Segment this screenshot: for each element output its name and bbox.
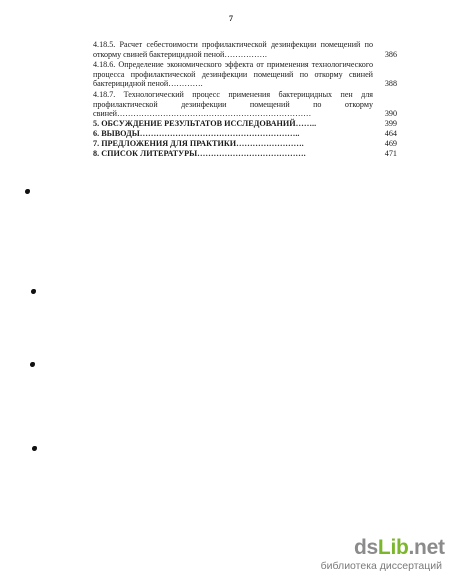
toc-entry [93, 40, 397, 59]
page-number: 7 [229, 14, 233, 23]
toc-entry-text: 7. ПРЕДЛОЖЕНИЯ ДЛЯ ПРАКТИКИ……………………. [93, 138, 304, 148]
toc-entry [93, 119, 397, 129]
logo-net: .net [408, 536, 445, 559]
logo-subtitle: библиотека диссертаций [320, 560, 442, 572]
table-of-contents [93, 40, 397, 159]
punch-hole-mark [25, 189, 30, 194]
logo-ds: ds [354, 536, 378, 559]
toc-entry-page: 386 [384, 49, 397, 59]
toc-entry-page: 388 [384, 79, 397, 89]
toc-entry [93, 60, 397, 89]
logo-lib: Lib [377, 536, 409, 559]
toc-entry-page: 464 [384, 128, 397, 138]
toc-entry-text: 4.18.6. Определение экономического эффекта от применения технологического процесса профилактической дезинфекции помещений по откорму свиней бактерицидной пеной…………. [93, 60, 373, 89]
toc-entry-page: 469 [384, 138, 397, 148]
logo-wordmark [354, 536, 445, 560]
punch-hole-mark [32, 446, 37, 451]
toc-entry [93, 139, 397, 149]
toc-entry-text: 4.18.5. Расчет себестоимости профилактической дезинфекции помещений по откорму свиней бактерицидной пеной……………. [93, 40, 373, 59]
toc-entry-page: 399 [384, 118, 397, 128]
toc-entry-page: 471 [384, 148, 397, 158]
toc-entry-text: 8. СПИСОК ЛИТЕРАТУРЫ…………………………………. [93, 148, 306, 158]
punch-hole-mark [31, 289, 36, 294]
dslib-watermark-logo [320, 536, 446, 576]
toc-entry [93, 90, 397, 119]
toc-entry-text: 6. ВЫВОДЫ………………………………………………….. [93, 128, 300, 138]
toc-entry [93, 149, 397, 159]
toc-entry-page: 390 [384, 109, 397, 119]
toc-entry [93, 129, 397, 139]
punch-hole-mark [30, 362, 35, 367]
toc-entry-text: 5. ОБСУЖДЕНИЕ РЕЗУЛЬТАТОВ ИССЛЕДОВАНИЙ…….. [93, 118, 317, 128]
toc-entry-text: 4.18.7. Технологический процесс применения бактерицидных пен для профилактической дезинфекции помещений по откорму свиней……………………………………………………………… [93, 89, 373, 119]
